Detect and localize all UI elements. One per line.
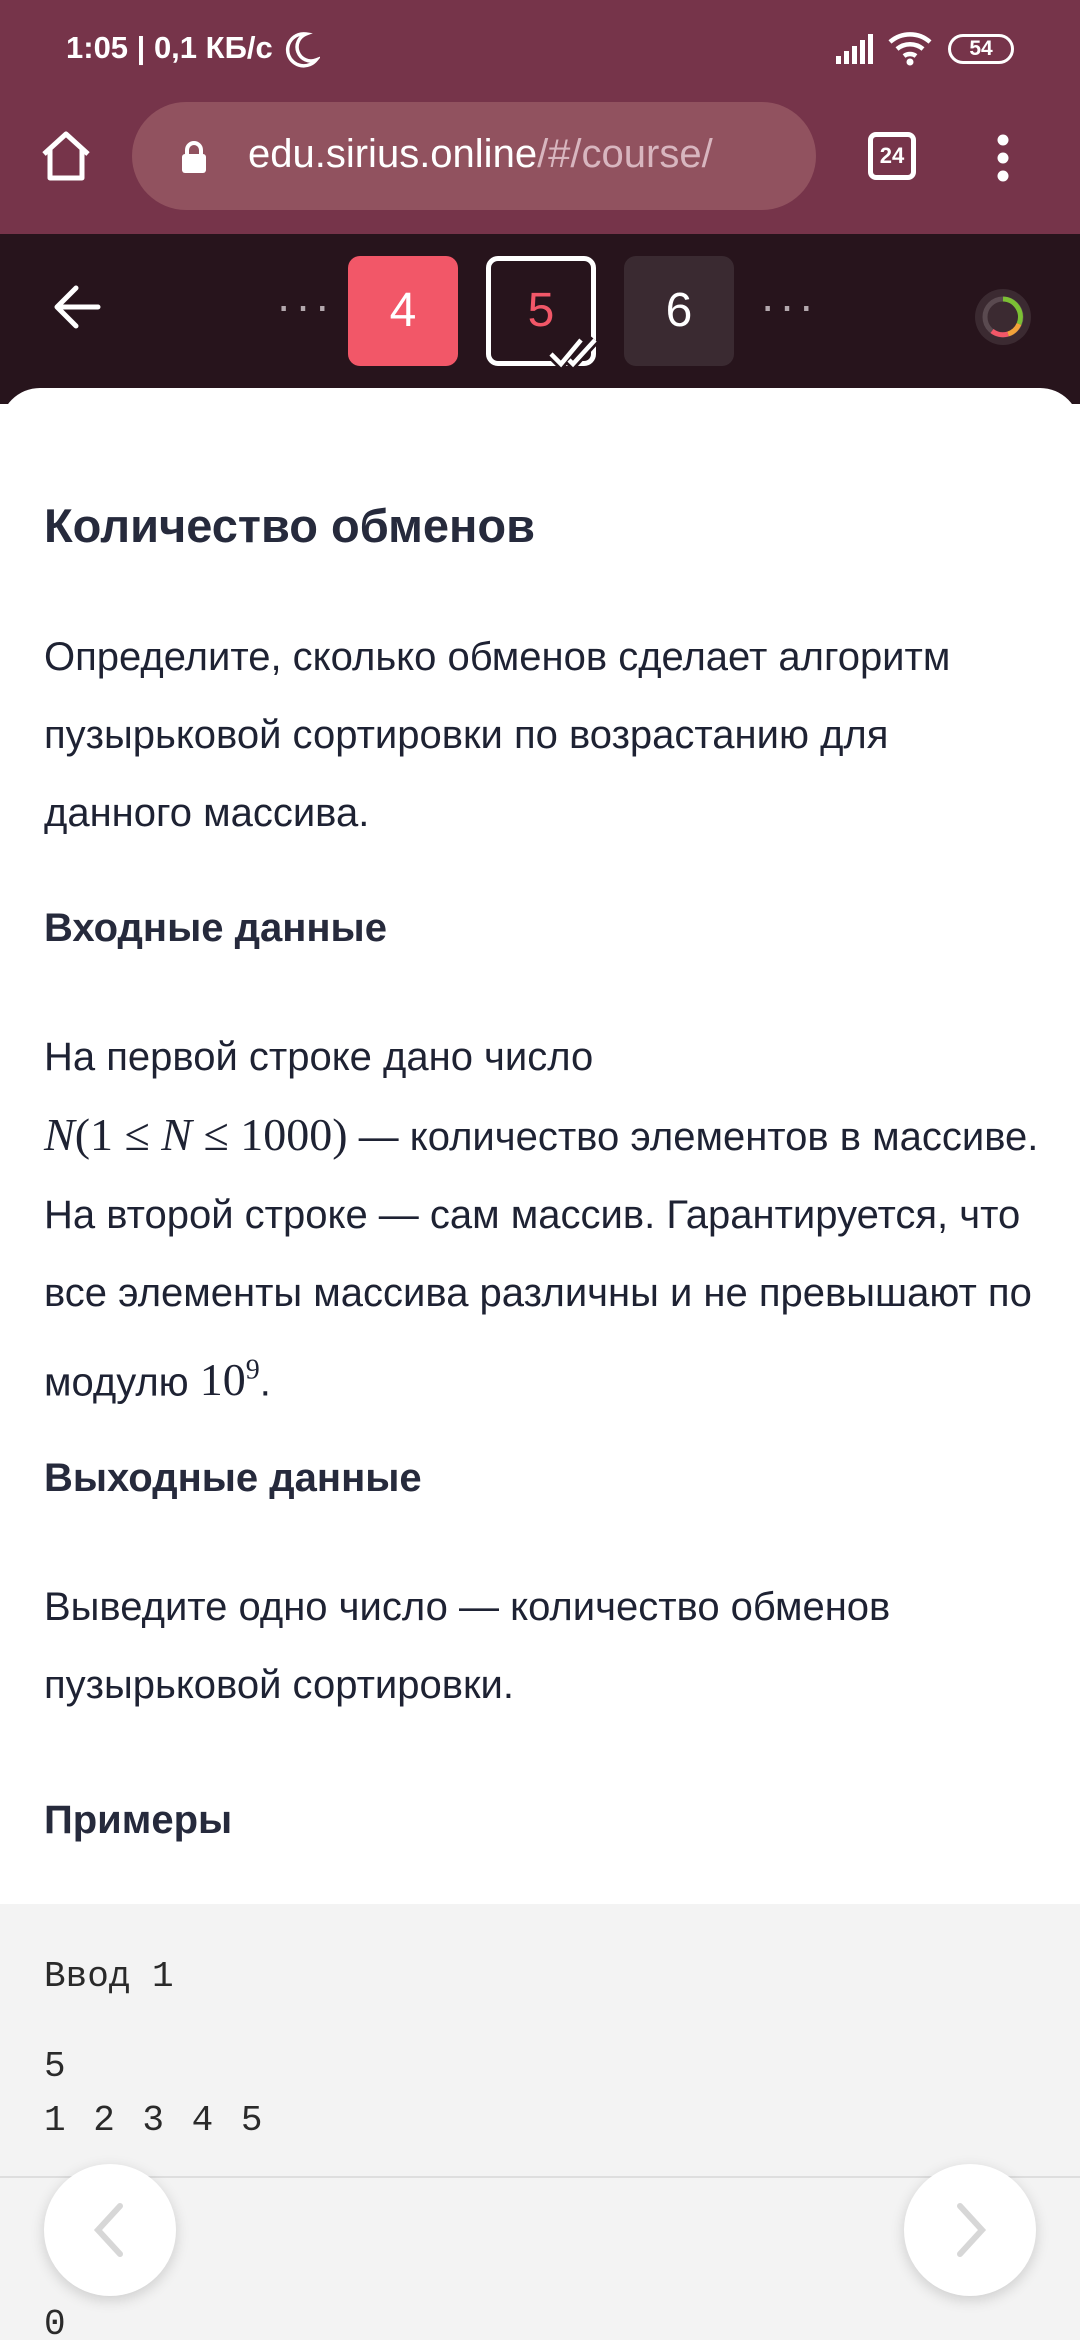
task-navigation-bar (0, 234, 1080, 404)
url-domain: edu.sirius.online (248, 132, 538, 176)
chevron-left-icon (86, 2202, 134, 2258)
input-power: $10^9$ (199, 1354, 260, 1406)
browser-chrome (0, 0, 1080, 234)
example-block (0, 1904, 1080, 2345)
moon-icon (284, 30, 320, 70)
previous-task-button[interactable] (44, 2164, 176, 2296)
chevron-right-icon (946, 2202, 994, 2258)
address-bar[interactable] (132, 102, 816, 210)
example-input-line-2: 1 2 3 4 5 (44, 2100, 263, 2141)
next-tasks-ellipsis[interactable]: ··· (760, 279, 818, 331)
example-input-label: Ввод 1 (44, 1956, 174, 1997)
progress-ring-icon[interactable] (972, 286, 1034, 348)
next-task-button[interactable] (904, 2164, 1036, 2296)
task-title: Количество обменов (44, 499, 535, 552)
input-description: На первой строке дано число N(1 ≤ N ≤ 1000) — количество элементов в массиве. На второй строке — сам массив. Гарантируется, что все элементы массива различны и не превышают по модулю $10^9$. (44, 1035, 1039, 1406)
example-divider (0, 2176, 1080, 2178)
task-content-sheet (0, 388, 1080, 2345)
more-menu-icon[interactable] (996, 134, 1010, 182)
battery-indicator: 54 (948, 34, 1014, 64)
url-text (248, 132, 808, 177)
input-heading: Входные данные (44, 906, 387, 950)
lock-icon (180, 140, 208, 174)
task-6-button[interactable]: 6 (624, 256, 734, 366)
task-5-button-current[interactable]: 5 (486, 256, 596, 366)
status-bar (0, 0, 1080, 100)
input-text-1: На первой строке дано число (44, 1035, 594, 1079)
output-description: Выведите одно число — количество обменов пузырьковой сортировки. (44, 1585, 891, 1707)
task-intro: Определите, сколько обменов сделает алгоритм пузырьковой сортировки по возрастанию для данного массива. (44, 635, 951, 835)
signal-icon (836, 34, 878, 64)
input-text-2: — количество элементов в массиве. На второй строке — сам массив. Гарантируется, что все элементы массива различны и не превышают по модулю (44, 1115, 1039, 1405)
output-heading: Выходные данные (44, 1456, 422, 1500)
input-math: N(1 ≤ N ≤ 1000) (44, 1109, 348, 1160)
example-input-line-1: 5 (44, 2046, 66, 2087)
task-4-button[interactable]: 4 (348, 256, 458, 366)
wifi-icon (888, 30, 932, 66)
examples-heading: Примеры (44, 1798, 233, 1842)
url-path: /#/course/ (537, 132, 713, 176)
previous-tasks-ellipsis[interactable]: ··· (276, 279, 334, 331)
double-check-icon (548, 334, 606, 370)
status-time-speed: 1:05 | 0,1 КБ/с (66, 30, 273, 65)
tab-switcher-button[interactable]: 24 (868, 132, 916, 180)
example-output-value: 0 (44, 2304, 66, 2345)
back-arrow-icon[interactable] (52, 284, 102, 330)
home-icon[interactable] (40, 130, 92, 182)
